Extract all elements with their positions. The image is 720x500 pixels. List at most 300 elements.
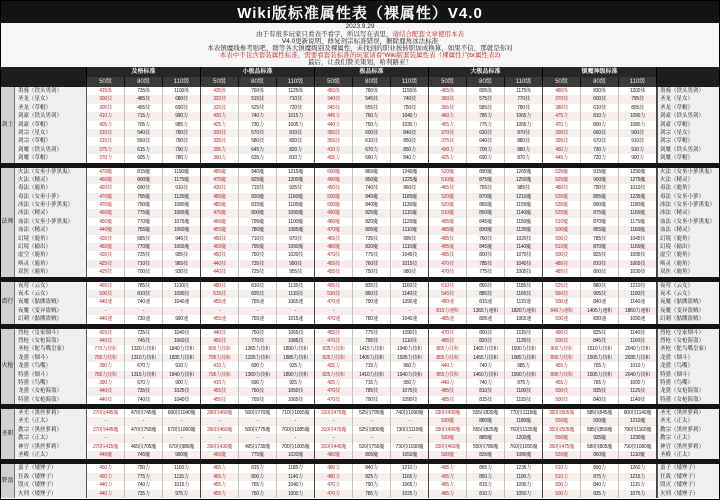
stat-cell: 1140技: [391, 290, 429, 298]
stat-cell: 750力: [353, 121, 391, 129]
row-label: 狂战（矮矬子）: [15, 473, 87, 481]
stat-cell: 780速: [353, 315, 391, 323]
stat-cell: 1190技: [619, 290, 657, 298]
stat-cell: 1065魔: [163, 243, 201, 251]
stat-cell: 705力: [125, 121, 163, 129]
stat-cell: 780技: [505, 104, 543, 112]
stat-cell: 790力: [163, 146, 201, 154]
stat-cell: 870魔: [467, 193, 505, 201]
stat-cell: 1015力: [163, 481, 201, 489]
stat-cell: 815魔: [125, 168, 163, 176]
stat-cell: 840力速和: [543, 307, 581, 315]
stat-cell: 510力: [543, 464, 581, 472]
stat-cell: 630技: [467, 129, 505, 137]
stat-cell: 780体: [353, 87, 391, 95]
stat-cell: 1135技: [505, 337, 543, 345]
stat-cell: 890力: [581, 464, 619, 472]
stat-cell: 690力: [467, 154, 505, 162]
stat-cell: 440速: [87, 315, 125, 323]
stat-cell: 450体: [315, 87, 353, 95]
stat-cell: 770力技和: [87, 345, 125, 353]
stat-cell: 1080力: [619, 121, 657, 129]
stat-cell: 725技: [125, 251, 163, 259]
stat-cell: 450技: [201, 251, 239, 259]
stat-cell: 855力技和: [429, 354, 467, 362]
stat-cell: 470魔: [87, 193, 125, 201]
stat-cell: 1130魔: [391, 201, 429, 209]
stat-cell: 430技: [201, 184, 239, 192]
stat-cell: 1065速: [277, 298, 315, 306]
stat-cell: 935魔: [581, 434, 619, 442]
stat-cell: 1890力技和: [277, 371, 315, 379]
table-row: [15, 146, 719, 154]
table-row: [15, 168, 719, 176]
row-label-right: 狂战（矮矬子）: [657, 473, 719, 481]
stat-cell: 545技: [429, 290, 467, 298]
stat-cell: 855力技和: [429, 371, 467, 379]
stat-cell: 485魔: [429, 226, 467, 234]
stat-cell: 500技: [543, 387, 581, 395]
stat-cell: 810力: [277, 154, 315, 162]
stat-cell: 835技: [581, 387, 619, 395]
category-label-剑士: 剑士: [1, 87, 15, 163]
header-subcol-3-80级: 80级: [353, 77, 391, 87]
header-corner-left: [1, 67, 87, 77]
stat-cell: 870魔: [581, 218, 619, 226]
stat-cell: 635力: [239, 154, 277, 162]
stat-cell: 805魔: [353, 226, 391, 234]
stat-cell: 440力: [87, 490, 125, 498]
table-row: [15, 464, 719, 472]
table-row: [15, 282, 719, 290]
stat-cell: 465技: [315, 235, 353, 243]
row-label: 圣龙（星女）: [15, 95, 87, 103]
stat-cell: 270技445魔: [87, 426, 125, 434]
row-label: 毁灭（矮矬子）: [15, 481, 87, 489]
stat-cell: 905技: [581, 290, 619, 298]
stat-cell: 540技: [125, 129, 163, 137]
row-label: 火法（女巫小萝黑鬼）: [15, 168, 87, 176]
stat-cell: 410力: [87, 112, 125, 120]
stat-cell: 390力: [87, 362, 125, 370]
stat-cell: 1200体: [619, 87, 657, 95]
header-subcol-2-110级: 110级: [277, 77, 315, 87]
stat-cell: 470魔: [87, 168, 125, 176]
stat-cell: 290技430魔: [201, 443, 239, 451]
stat-cell: 860技: [353, 290, 391, 298]
stat-cell: 1050魔: [391, 451, 429, 459]
stat-cell: 585技: [467, 104, 505, 112]
stat-cell: 740速: [125, 298, 163, 306]
stat-cell: 790力: [125, 464, 163, 472]
stat-cell: 825魔: [353, 209, 391, 217]
stat-cell: 500技770魔: [239, 409, 277, 417]
stat-cell: 890力技和: [543, 354, 581, 362]
stat-cell: 515技: [201, 290, 239, 298]
stat-cell: 500魔: [315, 193, 353, 201]
row-label-right: 幻境（鹿角）: [657, 235, 719, 243]
row-label-right: 圣光（黑丝萝莉）: [657, 409, 719, 417]
stat-cell: 495魔: [429, 243, 467, 251]
stat-cell: 500魔: [315, 168, 353, 176]
stat-cell: 430力: [429, 146, 467, 154]
table-row: [15, 451, 719, 459]
header-group-5: 镇魔神级标准: [543, 67, 657, 77]
row-label-right: 毒法（女巫小萝）: [657, 193, 719, 201]
stat-cell: 760力: [239, 490, 277, 498]
stat-cell: 1115技: [277, 290, 315, 298]
stat-cell: 430力: [201, 112, 239, 120]
stat-cell: 880技: [581, 282, 619, 290]
stat-cell: 790魔: [125, 201, 163, 209]
stat-cell: -: [239, 307, 277, 315]
row-label: 剑宗（草帽）: [15, 137, 87, 145]
row-label-right: 龙猎（鸟嘴）: [657, 362, 719, 370]
stat-cell: 510魔: [543, 243, 581, 251]
row-label: 特猎（鸟嘴）: [15, 379, 87, 387]
table-row: [15, 379, 719, 387]
stat-cell: 555技825魔: [467, 426, 505, 434]
stat-cell: 445魔: [87, 451, 125, 459]
stat-cell: 915魔: [581, 168, 619, 176]
row-label-right: 特猎（女枪海盗）: [657, 396, 719, 404]
stat-cell: 1820力速和: [505, 307, 543, 315]
stat-cell: 1080魔: [505, 451, 543, 459]
stat-cell: 825力技和: [315, 371, 353, 379]
stat-cell: 470魔: [87, 201, 125, 209]
note-line-6: [308, 59, 412, 66]
stat-cell: 470技: [315, 337, 353, 345]
stat-cell: 825技: [581, 251, 619, 259]
row-label: 夜术（云女）: [15, 290, 87, 298]
stat-cell: 820魔: [353, 218, 391, 226]
stat-cell: 1100技: [505, 387, 543, 395]
stat-cell: 450力: [87, 473, 125, 481]
stat-cell: -: [391, 417, 429, 425]
header-subcolumns: [87, 77, 657, 87]
stat-cell: 1065技: [277, 329, 315, 337]
table-row: [15, 137, 719, 145]
stat-cell: 1165魔: [619, 243, 657, 251]
stat-cell: 900技: [619, 129, 657, 137]
stat-cell: 735技: [239, 260, 277, 268]
row-label-right: 剑豪（铁头男剑）: [657, 112, 719, 120]
stat-cell: 1110魔: [391, 226, 429, 234]
stat-cell: 455技: [201, 337, 239, 345]
stat-cell: 850力: [467, 473, 505, 481]
stat-cell: 735体: [125, 87, 163, 95]
header-group-3: 极品标准: [315, 67, 429, 77]
stat-cell: 810技: [581, 260, 619, 268]
stat-cell: 465体: [429, 87, 467, 95]
stat-cell: 1135技: [277, 282, 315, 290]
stat-cell: 935力: [277, 362, 315, 370]
stat-cell: -: [201, 307, 239, 315]
stat-cell: 310技445魔: [315, 443, 353, 451]
stat-cell: 1125体: [277, 87, 315, 95]
stat-cell: 670技: [581, 137, 619, 145]
stat-cell: 450力: [543, 146, 581, 154]
stat-cell: 1135魔: [505, 226, 543, 234]
stat-cell: 730速: [125, 315, 163, 323]
stat-cell: 1085魔: [277, 226, 315, 234]
stat-cell: 780力技和: [87, 354, 125, 362]
stat-cell: 840技: [391, 129, 429, 137]
stat-cell: 555技820魔: [467, 409, 505, 417]
stat-cell: -: [201, 417, 239, 425]
row-label-right: 夜魔（骷髅盗贼）: [657, 298, 719, 306]
stat-cell: 480技: [201, 282, 239, 290]
stat-cell: 440魔: [87, 226, 125, 234]
stat-cell: 1160技: [391, 282, 429, 290]
stat-cell: 1025技: [163, 387, 201, 395]
stat-cell: 1040速: [163, 298, 201, 306]
stat-cell: 1115魔: [391, 243, 429, 251]
stat-cell: 710技: [277, 95, 315, 103]
row-label-right: 圣枪（鸵鸟嘴皇家）: [657, 345, 719, 353]
row-label-right: 剑魔（铁头男剑）: [657, 146, 719, 154]
stat-cell: 500力: [543, 481, 581, 489]
row-label-right: 冰法（女巫小萝黑鬼）: [657, 201, 719, 209]
table-row: [15, 251, 719, 259]
stat-cell: -: [277, 434, 315, 442]
stat-cell: 2040力技和: [619, 371, 657, 379]
stat-cell: 1315力技和: [125, 371, 163, 379]
header-corner-right: [657, 67, 719, 77]
stat-cell: 1020魔: [277, 451, 315, 459]
stat-cell: 795魔: [239, 243, 277, 251]
stat-cell: 1045技: [619, 235, 657, 243]
stat-cell: 680技1040魔: [163, 409, 201, 417]
stat-cell: -: [87, 417, 125, 425]
table-row: [15, 154, 719, 162]
stat-cell: 960力: [391, 362, 429, 370]
stat-cell: 820魔: [239, 193, 277, 201]
stat-cell: 805力技和: [201, 345, 239, 353]
stat-cell: 415体: [87, 87, 125, 95]
stat-cell: 510魔: [429, 176, 467, 184]
stat-cell: 1190魔: [163, 168, 201, 176]
stat-cell: 990速: [163, 315, 201, 323]
stat-cell: 1115速: [505, 298, 543, 306]
header-group-row: [1, 67, 719, 77]
stat-cell: 440速: [87, 298, 125, 306]
stat-cell: 475魔: [201, 209, 239, 217]
stat-cell: 290技460魔: [201, 409, 239, 417]
stat-cell: 420技: [87, 184, 125, 192]
stat-cell: 715力: [353, 379, 391, 387]
stat-cell: 1150魔: [505, 218, 543, 226]
stat-cell: 825力: [353, 473, 391, 481]
row-label-right: 冰法（精灵）: [657, 209, 719, 217]
table-row: [15, 235, 719, 243]
stat-cell: 500技: [543, 337, 581, 345]
table-row: [15, 396, 719, 404]
stat-cell: 765力: [581, 362, 619, 370]
stat-cell: 840力: [391, 154, 429, 162]
stat-cell: 815力: [239, 464, 277, 472]
stat-cell: 445力: [543, 154, 581, 162]
stat-cell: 910力: [163, 362, 201, 370]
stat-cell: 790技: [353, 396, 391, 404]
stat-cell: 860技: [467, 282, 505, 290]
stat-cell: 410力: [201, 379, 239, 387]
stat-cell: 805体: [467, 87, 505, 95]
stat-cell: -: [163, 307, 201, 315]
header-subcol-4-80级: 80级: [467, 77, 505, 87]
stat-cell: 425技: [87, 329, 125, 337]
stat-cell: 455速: [201, 315, 239, 323]
note-text: V4.0更新说明，修复剑宗标准错误，删除鹿角冰法标准: [281, 37, 439, 45]
stat-cell: 1030技: [619, 268, 657, 276]
table-body: [1, 87, 719, 498]
stat-cell: 1190力: [505, 473, 543, 481]
row-label: 龙猎（女枪海盗）: [15, 387, 87, 395]
stat-cell: 795技: [353, 337, 391, 345]
note-text: 本表镇魔线参考贴吧、群等各大镇魔级别及裸属性，未找到的职业按转职加成换算，如果不信，那就是你对: [207, 45, 513, 52]
stat-cell: 455魔: [201, 226, 239, 234]
stat-cell: 1210技: [619, 282, 657, 290]
stat-cell: 1100魔: [277, 218, 315, 226]
stat-cell: 790技1080魔: [619, 443, 657, 451]
stat-cell: 500技: [543, 235, 581, 243]
table-row: [15, 473, 719, 481]
stat-cell: 470速: [315, 298, 353, 306]
subheader-corner-left: [1, 77, 87, 87]
stat-cell: 775力: [125, 473, 163, 481]
stat-cell: 720技: [277, 104, 315, 112]
stat-cell: 1990力技和: [505, 371, 543, 379]
stat-cell: 510技: [429, 282, 467, 290]
table-row: [15, 243, 719, 251]
stat-cell: 1020技: [505, 235, 543, 243]
stat-cell: 1260力: [619, 464, 657, 472]
stat-cell: 1115力: [619, 481, 657, 489]
stat-cell: 610技: [581, 104, 619, 112]
stat-cell: 480力: [315, 473, 353, 481]
stat-cell: 1840力技和: [163, 371, 201, 379]
stat-cell: 1070技: [505, 251, 543, 259]
stat-cell: 865力技和: [429, 345, 467, 353]
row-label-right: 圣光（正太）: [657, 417, 719, 425]
stat-cell: 480技: [543, 184, 581, 192]
stat-cell: 730力: [581, 146, 619, 154]
stat-cell: 1160魔: [277, 193, 315, 201]
stat-cell: 830魔: [467, 226, 505, 234]
stat-cell: -: [277, 417, 315, 425]
row-label: 幻刺（骷髅盗贼）: [15, 315, 87, 323]
section-rows: [15, 87, 719, 163]
stat-cell: 840技: [581, 396, 619, 404]
table-row: [15, 434, 719, 442]
stat-cell: 425技: [87, 268, 125, 276]
row-label-right: 烈枪（女枪海盗）: [657, 337, 719, 345]
stat-cell: 1505力技和: [581, 371, 619, 379]
stat-cell: 1985力技和: [505, 354, 543, 362]
subheader-corner-right: [657, 77, 719, 87]
row-label-right: 圣龙（星女）: [657, 95, 719, 103]
stat-cell: 2040力技和: [619, 345, 657, 353]
stat-cell: 785技: [125, 282, 163, 290]
row-label: 冰法（精灵）: [15, 209, 87, 217]
stat-cell: 765力: [581, 379, 619, 387]
stat-cell: 470技: [429, 329, 467, 337]
row-label: 双医（鹿角）: [15, 268, 87, 276]
row-label: 唤灵（鹿角）: [15, 260, 87, 268]
row-label-right: 龙猎（女枪海盗）: [657, 387, 719, 395]
stat-cell: 745魔: [125, 451, 163, 459]
row-label: 特猎（女枪海盗）: [15, 396, 87, 404]
stat-cell: 1215力: [619, 473, 657, 481]
stat-cell: -: [163, 434, 201, 442]
stat-cell: 1165魔: [619, 209, 657, 217]
stat-cell: 1165力: [391, 473, 429, 481]
stat-cell: 800魔: [125, 176, 163, 184]
row-label-right: 神官（黑丝萝莉）: [657, 443, 719, 451]
stat-cell: -: [353, 417, 391, 425]
stat-cell: 1860力速和: [619, 307, 657, 315]
row-label: 冰法（女巫小萝黑鬼）: [15, 201, 87, 209]
stat-cell: 470魔: [315, 226, 353, 234]
stat-cell: 1290魔: [619, 168, 657, 176]
stat-cell: 465技705魔: [125, 443, 163, 451]
stat-cell: -: [163, 417, 201, 425]
stat-cell: 730技1030魔: [391, 443, 429, 451]
stat-cell: 600技: [353, 129, 391, 137]
stat-cell: 795力技和: [201, 354, 239, 362]
stat-cell: 350技475魔: [543, 443, 581, 451]
stat-cell: 1940力技和: [391, 345, 429, 353]
stat-cell: 270技415魔: [87, 443, 125, 451]
stat-cell: 785力: [353, 490, 391, 498]
stat-cell: 1115力: [163, 473, 201, 481]
stat-cell: 805魔: [353, 451, 391, 459]
stat-cell: 495技730魔: [239, 443, 277, 451]
stat-cell: 815速: [467, 298, 505, 306]
table-row: [15, 104, 719, 112]
stat-cell: 475力: [543, 112, 581, 120]
stat-cell: 510魔: [543, 218, 581, 226]
row-label-right: 烈枪（皇家烟斗）: [657, 329, 719, 337]
stat-cell: 440技: [87, 387, 125, 395]
stat-cell: 495技: [315, 282, 353, 290]
stat-cell: 490魔: [315, 176, 353, 184]
row-label: 剑宗（星女）: [15, 129, 87, 137]
stat-cell: 945技: [163, 235, 201, 243]
stat-cell: 900力技和: [543, 345, 581, 353]
stat-cell: 455力: [543, 379, 581, 387]
stat-cell: 790速: [353, 298, 391, 306]
stat-cell: 470技: [315, 251, 353, 259]
stat-cell: 790力: [353, 481, 391, 489]
stat-cell: 730力: [239, 121, 277, 129]
stat-cell: 310技475魔: [315, 409, 353, 417]
stat-cell: 1160魔: [619, 226, 657, 234]
stat-cell: 1080魔: [163, 201, 201, 209]
note-text-red: 本表中不包含套装属性标准，需要看套装标准的玩家请看“Wiki版套装属性表（裸属性）”(br属性表2): [219, 52, 501, 60]
section-潜行: [1, 282, 719, 324]
stat-cell: 1060技: [163, 337, 201, 345]
row-label: 幻境（鹿角）: [15, 235, 87, 243]
stat-cell: 545技: [353, 95, 391, 103]
stat-cell: 1310力技和: [125, 354, 163, 362]
stat-cell: 835技: [353, 282, 391, 290]
stat-cell: 870力: [505, 154, 543, 162]
stat-cell: 1185技: [505, 282, 543, 290]
stat-cell: 470速: [315, 315, 353, 323]
stat-cell: 1065魔: [163, 209, 201, 217]
stat-cell: 1210力: [391, 464, 429, 472]
